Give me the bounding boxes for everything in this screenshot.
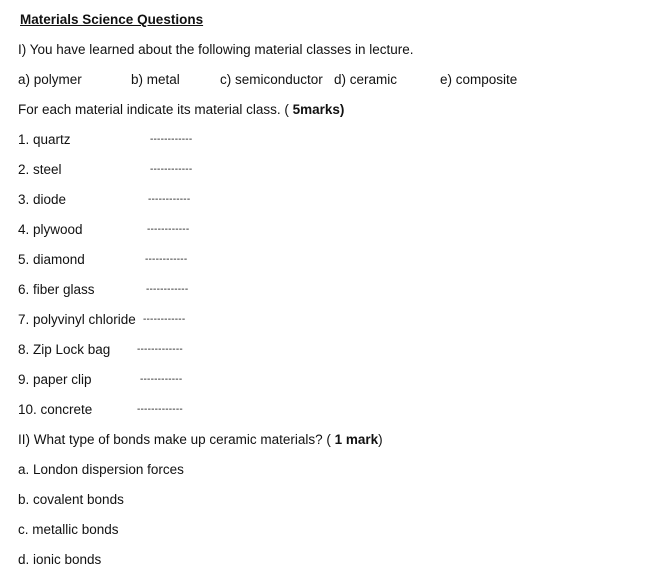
option-d: d. ionic bonds [18,552,102,567]
answer-blank: ------------ [150,134,193,145]
section1-prompt: I) You have learned about the following material classes in lecture. [18,42,414,57]
section2-question [18,432,383,448]
instruction-marks: 5marks) [292,102,345,117]
option-c: c. metallic bonds [18,522,119,537]
answer-blank: ------------ [150,164,193,175]
item-label: 6. fiber glass [18,282,95,297]
page-title: Materials Science Questions [20,12,204,27]
item-label: 2. steel [18,162,62,177]
material-class-e: e) composite [440,72,518,87]
answer-blank: ------------- [137,404,183,415]
item-label: 3. diode [18,192,67,207]
option-b: b. covalent bonds [18,492,124,507]
instruction-text: For each material indicate its material class. ( [18,102,293,117]
answer-blank: ------------ [146,284,189,295]
question-close: ) [378,432,383,447]
question-text: II) What type of bonds make up ceramic materials? ( [18,432,335,447]
section1-instruction [18,102,344,118]
answer-blank: ------------ [143,314,186,325]
material-class-a: a) polymer [18,72,82,87]
item-label: 10. concrete [18,402,93,417]
answer-blank: ------------- [137,344,183,355]
option-a: a. London dispersion forces [18,462,184,477]
answer-blank: ------------ [148,194,191,205]
item-label: 9. paper clip [18,372,92,387]
item-label: 1. quartz [18,132,71,147]
item-label: 5. diamond [18,252,85,267]
material-class-c: c) semiconductor [220,72,323,87]
answer-blank: ------------ [147,224,190,235]
material-class-d: d) ceramic [334,72,398,87]
material-class-b: b) metal [131,72,180,87]
item-label: 7. polyvinyl chloride [18,312,136,327]
answer-blank: ------------ [145,254,188,265]
item-label: 4. plywood [18,222,83,237]
answer-blank: ------------ [140,374,183,385]
question-marks: 1 mark [334,432,379,447]
item-label: 8. Zip Lock bag [18,342,111,357]
